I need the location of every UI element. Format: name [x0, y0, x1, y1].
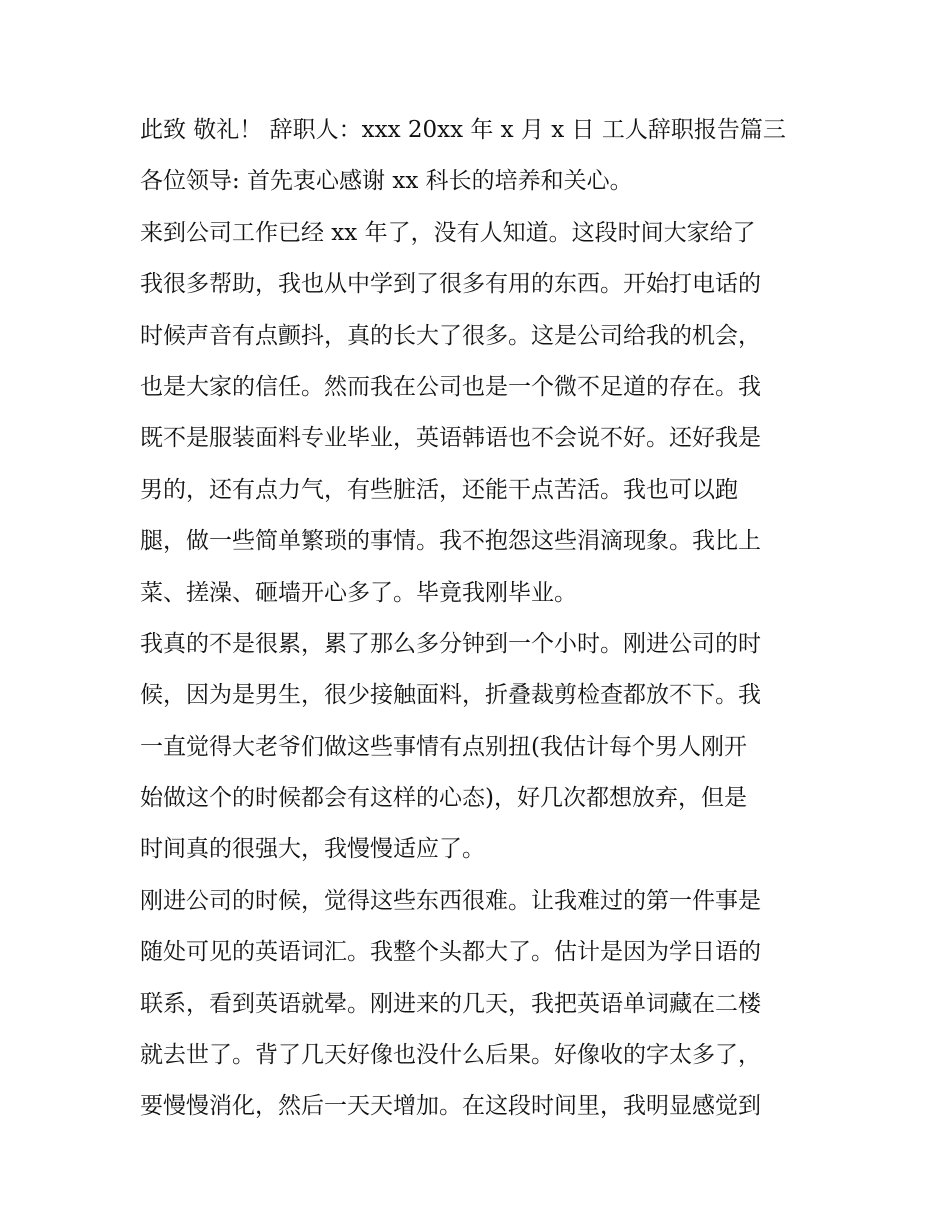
text-line: 男的，还有点力气，有些脏活，还能干点苦活。我也可以跑 — [140, 476, 738, 503]
text-line: 联系，看到英语就晕。刚进来的几天，我把英语单词藏在二楼 — [140, 990, 761, 1017]
text-line: 始做这个的时候都会有这样的心态)，好几次都想放弃，但是 — [140, 785, 747, 812]
text-line: 来到公司工作已经 xx 年了，没有人知道。这段时间大家给了 — [140, 219, 756, 246]
text-line: 也是大家的信任。然而我在公司也是一个微不足道的存在。我 — [140, 373, 761, 400]
text-line: 腿，做一些简单繁琐的事情。我不抱怨这些涓滴现象。我比上 — [140, 528, 761, 555]
text-line: 时候声音有点颤抖，真的长大了很多。这是公司给我的机会， — [140, 322, 761, 349]
text-line: 就去世了。背了几天好像也没什么后果。好像收的字太多了， — [140, 1042, 761, 1069]
text-line: 刚进公司的时候，觉得这些东西很难。让我难过的第一件事是 — [140, 887, 761, 914]
document-body — [140, 105, 830, 1133]
text-line: 候，因为是男生，很少接触面料，折叠裁剪检查都放不下。我 — [140, 682, 761, 709]
text-line: 随处可见的英语词汇。我整个头都大了。估计是因为学日语的 — [140, 939, 761, 966]
text-line: 既不是服装面料专业毕业，英语韩语也不会说不好。还好我是 — [140, 425, 761, 452]
text-line: 菜、搓澡、砸墙开心多了。毕竟我刚毕业。 — [140, 579, 577, 606]
text-line: 要慢慢消化，然后一天天增加。在这段时间里，我明显感觉到 — [140, 1093, 761, 1120]
text-line: 此致 敬礼！ 辞职人：xxx 20xx 年 x 月 x 日 工人辞职报告篇三 — [140, 117, 786, 143]
text-line: 我真的不是很累，累了那么多分钟到一个小时。刚进公司的时 — [140, 630, 761, 657]
text-line: 各位领导: 首先衷心感谢 xx 科长的培养和关心。 — [140, 168, 633, 195]
text-line: 时间真的很强大，我慢慢适应了。 — [140, 836, 485, 863]
text-line: 一直觉得大老爷们做这些事情有点别扭(我估计每个男人刚开 — [140, 733, 747, 760]
text-line: 我很多帮助，我也从中学到了很多有用的东西。开始打电话的 — [140, 271, 761, 298]
